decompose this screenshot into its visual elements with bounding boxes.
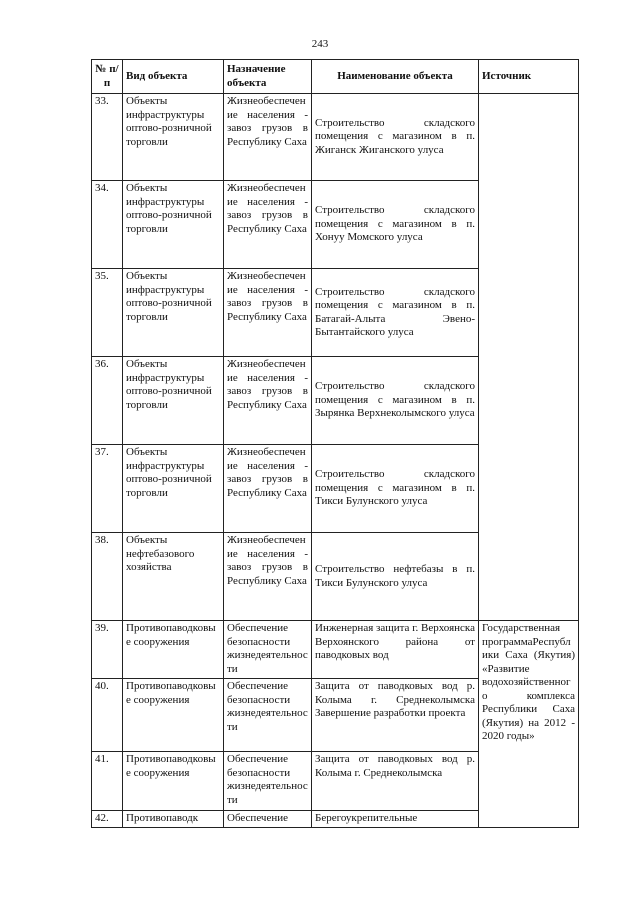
row-num: 34. [92,181,123,269]
source-cell: Государственная программаРеспублики Саха (Якутия) «Развитие водохозяйственного комплекса Республики Саха (Якутия) на 2012 - 2020 годы» [479,621,579,828]
table-row [92,621,579,679]
row-type: Объекты нефтебазового хозяйства [123,533,224,621]
header-name: Наименование объекта [312,60,479,94]
row-name: Строительство складского помещения с магазином в п. Зырянка Верхнеколымского улуса [312,357,479,445]
row-name: Строительство складского помещения с магазином в п. Хонуу Момского улуса [312,181,479,269]
row-name: Строительство нефтебазы в п. Тикси Булунского улуса [312,533,479,621]
row-purpose: Жизнеобеспечение населения - завоз грузов в Республику Саха [224,533,312,621]
row-name: Защита от паводковых вод р. Колыма г. Среднеколымска [312,752,479,811]
row-num: 35. [92,269,123,357]
row-type: Объекты инфраструктуры оптово-розничной торговли [123,181,224,269]
row-name: Строительство складского помещения с магазином в п. Батагай-Алыта Эвено-Бытантайского улуса [312,269,479,357]
header-type: Вид объекта [123,60,224,94]
row-name: Строительство складского помещения с магазином в п. Тикси Булунского улуса [312,445,479,533]
row-type: Объекты инфраструктуры оптово-розничной торговли [123,445,224,533]
row-name: Берегоукрепительные [312,811,479,828]
row-num: 33. [92,94,123,181]
row-num: 38. [92,533,123,621]
row-purpose: Жизнеобеспечение населения - завоз грузов в Республику Саха [224,357,312,445]
row-type: Объекты инфраструктуры оптово-розничной торговли [123,269,224,357]
row-num: 36. [92,357,123,445]
table-row [92,94,579,181]
row-name: Инженерная защита г. Верхоянска Верхоянского района от паводковых вод [312,621,479,679]
row-purpose: Обеспечение безопасности жизнедеятельности [224,752,312,811]
row-num: 42. [92,811,123,828]
row-num: 40. [92,679,123,752]
objects-table [91,59,579,828]
row-num: 39. [92,621,123,679]
row-type: Объекты инфраструктуры оптово-розничной торговли [123,94,224,181]
row-name: Защита от паводковых вод р. Колыма г. Среднеколымска Завершение разработки проекта [312,679,479,752]
row-purpose: Обеспечение [224,811,312,828]
row-type: Объекты инфраструктуры оптово-розничной торговли [123,357,224,445]
source-cell-empty [479,94,579,621]
row-type: Противопаводковые сооружения [123,621,224,679]
row-purpose: Жизнеобеспечение населения - завоз грузов в Республику Саха [224,269,312,357]
row-purpose: Обеспечение безопасности жизнедеятельности [224,621,312,679]
row-purpose: Обеспечение безопасности жизнедеятельности [224,679,312,752]
header-source: Источник [479,60,579,94]
row-num: 37. [92,445,123,533]
row-type: Противопаводк [123,811,224,828]
row-purpose: Жизнеобеспечение населения - завоз грузов в Республику Саха [224,94,312,181]
row-name: Строительство складского помещения с магазином в п. Жиганск Жиганского улуса [312,94,479,181]
header-purpose: Назначение объекта [224,60,312,94]
table-header-row [92,60,579,94]
header-num: № п/п [92,60,123,94]
row-type: Противопаводковые сооружения [123,679,224,752]
page-number: 243 [311,38,329,50]
row-purpose: Жизнеобеспечение населения - завоз грузов в Республику Саха [224,445,312,533]
row-purpose: Жизнеобеспечение населения - завоз грузов в Республику Саха [224,181,312,269]
row-type: Противопаводковые сооружения [123,752,224,811]
row-num: 41. [92,752,123,811]
